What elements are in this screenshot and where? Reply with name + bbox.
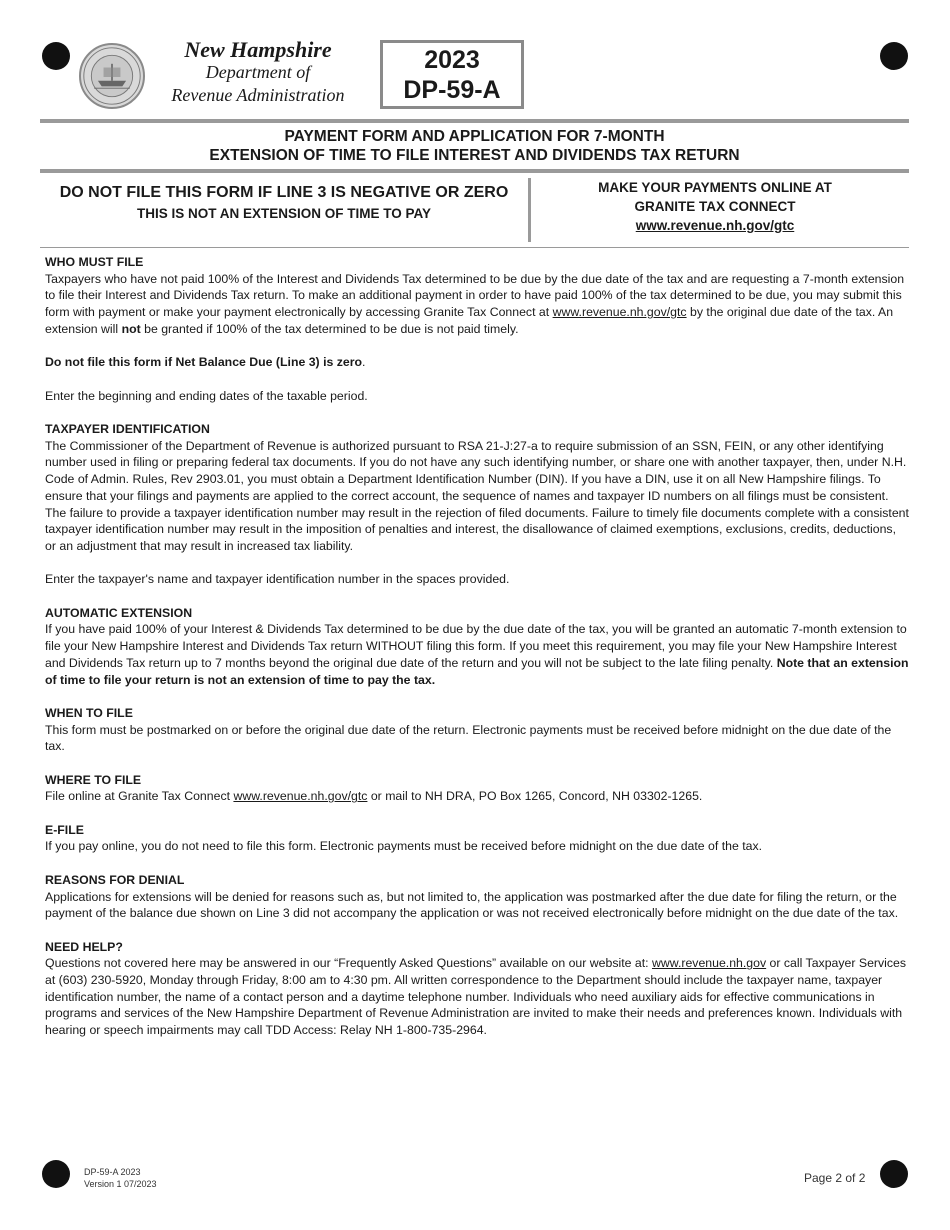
section-heading-who-must-file: WHO MUST FILE	[45, 255, 144, 269]
need-help-text: Questions not covered here may be answered in our “Frequently Asked Questions” available on our website at: www.revenue.nh.gov or call Taxpayer Services at (603) 230-5920, Monday through Friday, 8:00 am to 4:30 pm. All written correspondence to the Department should include the taxpayer name, taxpayer identification number, the name of a contact person and a daytime telephone number. Individuals who need auxiliary aids for effective communications in programs and services of the New Hampshire Department of Revenue Administration are invited to make their needs and preferences known. Individuals with hearing or speech impairments may call TDD Access: Relay NH 1-800-735-2964.	[45, 956, 907, 1038]
taxpayer-id-text: The Commissioner of the Department of Revenue is authorized pursuant to RSA 21-J:27-a to require submission of an SSN, FEIN, or any other identifying number used in filing or preparing federal tax documents. If you do not have any such identifying number, or share one with another taxpayer, then, under N.H. Code of Admin. Rules, Rev 2903.01, you must obtain a Department Identification Number (DIN). If you have a DIN, use it on all New Hampshire filings. To ensure that your filings and payments are applied to the correct account, the sequence of names and taxpayer ID numbers on all filings must be consistent. The failure to provide a taxpayer identification number may result in the rejection of filed documents. Failure to timely file documents complete with a consistent taxpayer identification number may result in the imposition of penalties and interest, the disallowance of claimed exemptions, exclusions, credits, deductions, or an adjustment that may result in increased tax liability.	[45, 438, 909, 553]
form-number: DP-59-A	[403, 76, 501, 104]
zero-balance-note: Do not file this form if Net Balance Due (Line 3) is zero.	[45, 355, 366, 370]
automatic-extension-text: If you have paid 100% of your Interest & Dividends Tax determined to be due by the due date of the tax, you will be granted an automatic 7-month extension to file your New Hampshire Interest and Dividends Tax return WITHOUT filing this form. If you meet this requirement, you may file your New Hampshire Interest and Dividends Tax return up to 7 months beyond the original due date of the return and you will not be subject to the late filing penalty. Note that an extension of time to file your return is not an extension of time to pay the tax.	[45, 622, 909, 687]
warning-box	[40, 178, 528, 242]
registration-mark-top-right	[880, 42, 908, 70]
header-rule	[40, 119, 909, 123]
online-payment-box	[531, 178, 899, 235]
title-rule	[40, 169, 909, 173]
agency-name	[150, 38, 366, 107]
taxable-period-note: Enter the beginning and ending dates of the taxable period.	[45, 388, 368, 403]
registration-mark-bottom-right	[880, 1160, 908, 1188]
section-heading-taxpayer-id: TAXPAYER IDENTIFICATION	[45, 421, 210, 436]
denial-text: Applications for extensions will be denied for reasons such as, but not limited to, the application was postmarked after the due date for filing the return, or the payment of the balance due shown on Line 3 did not accompany the application or was not received electronically before midnight on the due date of the tax.	[45, 889, 899, 921]
registration-mark-top-left	[42, 42, 70, 70]
online-line-1: MAKE YOUR PAYMENTS ONLINE AT	[598, 180, 832, 195]
section-heading-where-to-file: WHERE TO FILE	[45, 772, 142, 787]
footer-version: Version 1 07/2023	[84, 1179, 157, 1189]
registration-mark-bottom-left	[42, 1160, 70, 1188]
gtc-link-inline[interactable]: www.revenue.nh.gov/gtc	[552, 305, 687, 320]
warning-line-2: THIS IS NOT AN EXTENSION OF TIME TO PAY	[136, 206, 432, 221]
taxpayer-id-note: Enter the taxpayer's name and taxpayer identification number in the spaces provided.	[45, 572, 510, 587]
when-to-file-text: This form must be postmarked on or before the original due date of the return. Electronic payments must be received before midnight on the due date of the tax.	[45, 722, 892, 754]
gtc-link-where[interactable]: www.revenue.nh.gov/gtc	[233, 789, 368, 804]
revenue-website-link[interactable]: www.revenue.nh.gov	[651, 956, 767, 971]
section-heading-efile: E-FILE	[45, 822, 84, 837]
section-heading-when-to-file: WHEN TO FILE	[45, 705, 133, 720]
section-heading-need-help: NEED HELP?	[45, 939, 123, 954]
efile-text: If you pay online, you do not need to file this form. Electronic payments must be received before midnight on the due date of the tax.	[45, 839, 763, 854]
form-id-box	[380, 40, 524, 109]
form-year: 2023	[424, 46, 480, 74]
gtc-link[interactable]: www.revenue.nh.gov/gtc	[635, 218, 795, 233]
warning-line-1: DO NOT FILE THIS FORM IF LINE 3 IS NEGATIVE OR ZERO	[59, 184, 509, 201]
section-heading-reasons-for-denial: REASONS FOR DENIAL	[45, 872, 185, 887]
form-title-line-2: EXTENSION OF TIME TO FILE INTEREST AND DIVIDENDS TAX RETURN	[209, 147, 740, 164]
state-seal-icon	[79, 43, 145, 109]
agency-line-1: Department of	[205, 62, 311, 82]
agency-state: New Hampshire	[184, 37, 332, 62]
where-to-file-text: File online at Granite Tax Connect www.revenue.nh.gov/gtc or mail to NH DRA, PO Box 1265, Concord, NH 03302-1265.	[45, 789, 703, 804]
instructions	[45, 254, 909, 1039]
section-heading-automatic-extension: AUTOMATIC EXTENSION	[45, 605, 193, 620]
form-title	[40, 127, 909, 165]
online-line-2: GRANITE TAX CONNECT	[634, 199, 796, 214]
footer-form-info	[84, 1166, 157, 1190]
footer-form-id: DP-59-A 2023	[84, 1167, 141, 1177]
agency-line-2: Revenue Administration	[171, 85, 345, 105]
banner-rule	[40, 247, 909, 248]
form-title-line-1: PAYMENT FORM AND APPLICATION FOR 7-MONTH	[284, 128, 665, 145]
page-number: Page 2 of 2	[804, 1171, 866, 1185]
who-must-file-text: Taxpayers who have not paid 100% of the Interest and Dividends Tax determined to be due by the due date of the tax and are requesting a 7-month extension to file their Interest and Dividends Tax return. To make an additional payment in order to have paid 100% of the tax determined to be due, you may submit this form with payment or make your payment electronically by accessing Granite Tax Connect at www.revenue.nh.gov/gtc by the original due date of the tax. An extension will not be granted if 100% of the tax determined to be due is not paid timely.	[45, 271, 905, 336]
